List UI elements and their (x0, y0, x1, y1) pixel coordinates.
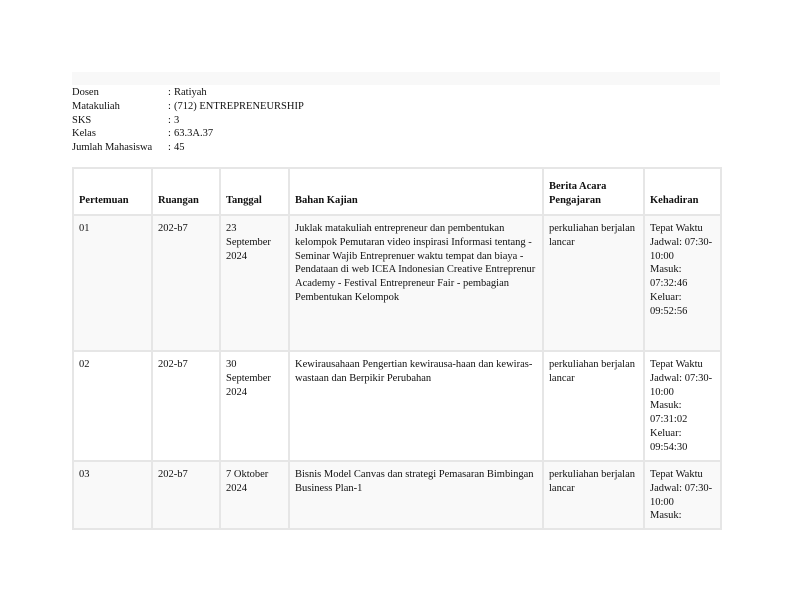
table-row (73, 351, 721, 461)
kehadiran-masuk: Masuk: 07:32:46 (650, 264, 688, 290)
info-jumlah-mahasiswa: Jumlah Mahasiswa : 45 (72, 142, 185, 154)
kehadiran-jadwal: Jadwal: 07:30-10:00 (650, 482, 713, 508)
kehadiran-jadwal: Jadwal: 07:30-10:00 (650, 372, 713, 398)
kehadiran-masuk: Masuk: (650, 510, 682, 522)
info-value: (712) ENTREPRENEURSHIP (174, 100, 304, 112)
kehadiran-status: Tepat Waktu (650, 469, 703, 480)
header-band (72, 72, 720, 85)
cell-kehadiran (644, 461, 721, 529)
cell-pertemuan: 03 (73, 461, 152, 529)
table-row (73, 215, 721, 351)
cell-tanggal: 30 September 2024 (220, 351, 289, 461)
info-value: 63.3A.37 (174, 128, 214, 140)
attendance-table (72, 167, 722, 530)
cell-pertemuan: 02 (73, 351, 152, 461)
kehadiran-masuk: Masuk: 07:31:02 (650, 400, 688, 426)
kehadiran-jadwal: Jadwal: 07:30-10:00 (650, 236, 713, 262)
kehadiran-status: Tepat Waktu (650, 223, 703, 234)
info-dosen: Dosen : Ratiyah (72, 87, 207, 98)
course-info (72, 86, 304, 155)
cell-ruangan: 202-b7 (152, 215, 220, 351)
header-bahan-kajian: Bahan Kajian (289, 168, 543, 215)
cell-berita-acara: perkuliahan berjalan lancar (543, 461, 644, 529)
kehadiran-status: Tepat Waktu (650, 359, 703, 370)
cell-bahan-kajian: Juklak matakuliah entrepreneur dan pembentukan kelompok Pemutaran video inspirasi Informasi tentang - Seminar Wajib Entreprenuer waktu tempat dan biaya - Pendataan di web ICEA Indonesian Creative Entreprenur Academy - Festival Entrepreneur Fair - pembagian Pembentukan Kelompok (289, 215, 543, 351)
info-label: Dosen (72, 87, 99, 98)
cell-bahan-kajian: Kewirausahaan Pengertian kewirausa-haan dan kewiras-wastaan dan Berpikir Perubahan (289, 351, 543, 461)
cell-pertemuan: 01 (73, 215, 152, 351)
info-sks: SKS : 3 (72, 114, 180, 126)
cell-tanggal: 23 September 2024 (220, 215, 289, 351)
header-ruangan: Ruangan (152, 168, 220, 215)
header-berita-acara: Berita Acara Pengajaran (543, 168, 644, 215)
header-kehadiran: Kehadiran (644, 168, 721, 215)
cell-kehadiran (644, 215, 721, 351)
table-row (73, 461, 721, 529)
info-label: SKS (72, 114, 92, 126)
info-value: 3 (174, 114, 180, 126)
cell-tanggal: 7 Oktober 2024 (220, 461, 289, 529)
cell-berita-acara: perkuliahan berjalan lancar (543, 215, 644, 351)
info-label: Jumlah Mahasiswa (72, 142, 153, 154)
header-pertemuan: Pertemuan (73, 168, 152, 215)
cell-ruangan: 202-b7 (152, 461, 220, 529)
kehadiran-keluar: Keluar: 09:54:30 (650, 427, 688, 453)
cell-bahan-kajian: Bisnis Model Canvas dan strategi Pemasaran Bimbingan Business Plan-1 (289, 461, 543, 529)
info-label: Matakuliah (72, 100, 120, 112)
header-tanggal: Tanggal (220, 168, 289, 215)
table-header-row (73, 168, 721, 215)
info-value: 45 (174, 142, 185, 154)
info-label: Kelas (72, 128, 96, 140)
cell-berita-acara: perkuliahan berjalan lancar (543, 351, 644, 461)
cell-ruangan: 202-b7 (152, 351, 220, 461)
kehadiran-keluar: Keluar: 09:52:56 (650, 291, 688, 317)
cell-kehadiran (644, 351, 721, 461)
info-kelas: Kelas : 63.3A.37 (72, 128, 214, 140)
info-matakuliah: Matakuliah : (712) ENTREPRENEURSHIP (72, 100, 304, 112)
info-value: Ratiyah (174, 87, 207, 98)
